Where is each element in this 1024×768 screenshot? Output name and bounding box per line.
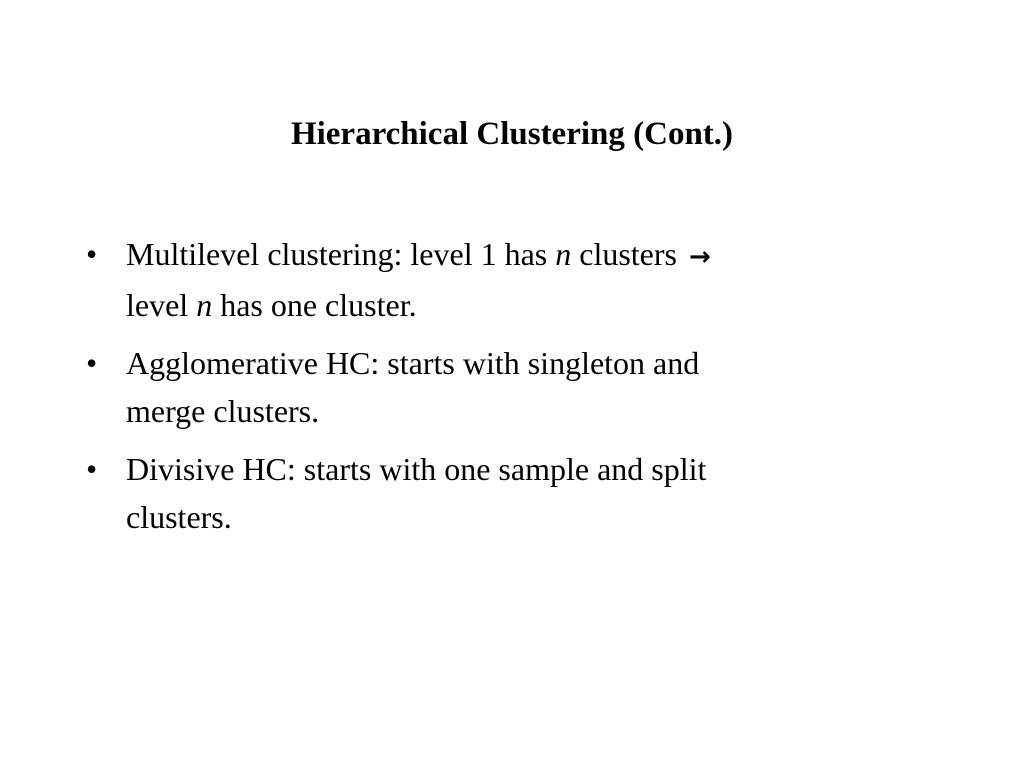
bullet-agglomerative (86, 339, 886, 435)
bullet-text: clusters. (126, 499, 232, 535)
arrow-right-icon: → (688, 242, 711, 272)
bullet-text: clusters (571, 236, 685, 272)
bullet-text: merge clusters. (126, 393, 320, 429)
bullet-text: Multilevel clustering: level 1 has (126, 236, 556, 272)
bullet-dot: • (86, 236, 98, 272)
slide-title: Hierarchical Clustering (Cont.) (290, 116, 734, 152)
bullet-divisive (86, 445, 886, 541)
bullet-text: Divisive HC: starts with one sample and split (126, 451, 707, 487)
bullet-text: Agglomerative HC: starts with singleton and (126, 345, 700, 381)
bullet-multilevel (86, 230, 886, 329)
bullet-dot: • (86, 345, 98, 381)
bullet-dot: • (86, 451, 98, 487)
variable-n: n (196, 287, 213, 323)
bullet-list (86, 230, 886, 551)
variable-n: n (555, 236, 572, 272)
bullet-text: has one cluster. (212, 287, 417, 323)
bullet-text: level (126, 287, 197, 323)
